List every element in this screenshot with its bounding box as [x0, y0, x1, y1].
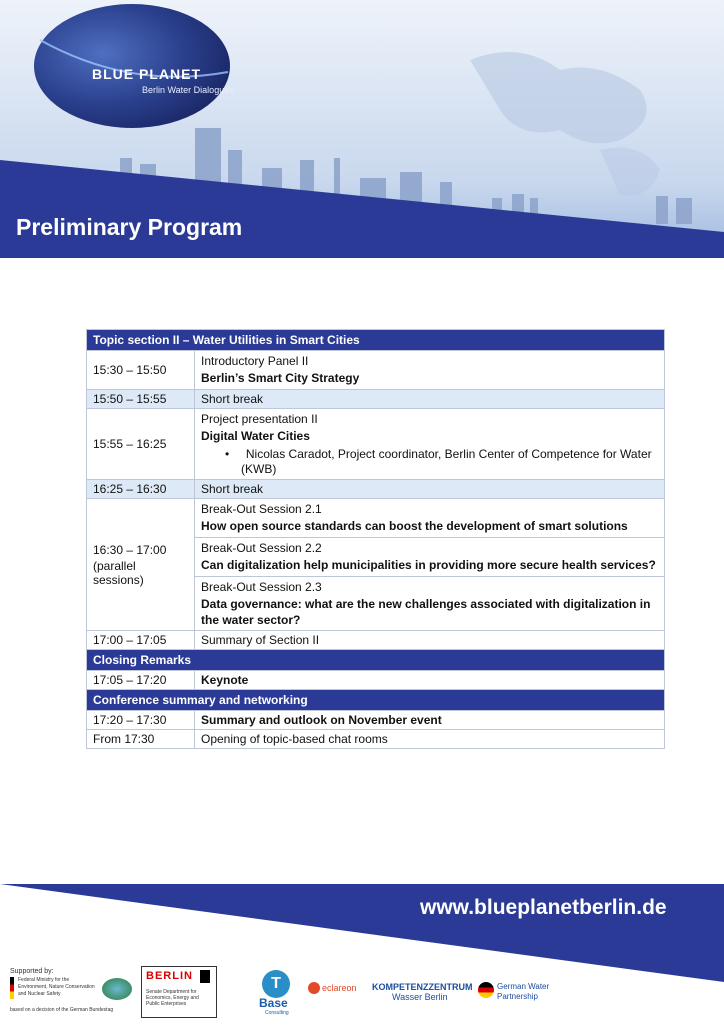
bundestag-note: based on a decision of the German Bundestag: [10, 1007, 114, 1013]
content-cell: Opening of topic-based chat rooms: [195, 730, 665, 749]
time-cell: 15:50 – 15:55: [87, 390, 195, 409]
gwp-logo: German Water Partnership: [497, 982, 550, 1001]
table-row: [87, 671, 665, 690]
table-row: [87, 480, 665, 499]
time-cell: From 17:30: [87, 730, 195, 749]
base-logo-text: Base: [259, 996, 288, 1010]
kompetenz-logo: KOMPETENZZENTRUM: [372, 982, 473, 992]
time-cell: 17:20 – 17:30: [87, 711, 195, 730]
content-cell: Summary of Section II: [195, 631, 665, 650]
content-cell: [195, 499, 665, 631]
bear-icon: [200, 970, 210, 983]
environment-logo-icon: [102, 978, 132, 1000]
berlin-logo: [141, 966, 217, 1018]
content-cell: Summary and outlook on November event: [195, 711, 665, 730]
session-label: Break-Out Session 2.1: [201, 502, 322, 516]
ministry-text: Federal Ministry for the Environment, Nature Conservation and Nuclear Safety: [18, 977, 95, 997]
speaker-text: Nicolas Caradot, Project coordinator, Berlin Center of Competence for Water (KWB): [241, 447, 652, 476]
brand-subtitle: Berlin Water Dialogues: [142, 85, 234, 95]
time-cell: 15:30 – 15:50: [87, 351, 195, 390]
session-label: Break-Out Session 2.2: [201, 541, 322, 555]
time-cell: [87, 499, 195, 631]
eclareon-logo: eclareon: [322, 983, 357, 993]
session-title: Can digitalization help municipalities in providing more secure health services?: [201, 558, 656, 572]
time-cell: 17:05 – 17:20: [87, 671, 195, 690]
content-cell: [195, 409, 665, 480]
page-title: Preliminary Program: [16, 214, 243, 240]
section-title: Topic section II – Water Utilities in Smart Cities: [87, 330, 665, 351]
content-cell: Keynote: [195, 671, 665, 690]
content-cell: Short break: [195, 480, 665, 499]
content-cell: Short break: [195, 390, 665, 409]
gwp-flag-icon: [478, 982, 494, 998]
table-row: [87, 409, 665, 480]
eclareon-icon: [308, 982, 320, 994]
table-row: [87, 730, 665, 749]
table-row: [87, 631, 665, 650]
time-note: (parallel sessions): [93, 559, 144, 587]
wasser-berlin-logo: Wasser Berlin: [392, 992, 448, 1002]
session-label: Break-Out Session 2.3: [201, 580, 322, 594]
section-title: Closing Remarks: [87, 650, 665, 671]
table-row: [87, 711, 665, 730]
section-row-closing: [87, 650, 665, 671]
time-text: 16:30 – 17:00: [93, 543, 167, 557]
item-title: Berlin’s Smart City Strategy: [201, 371, 360, 385]
time-cell: 15:55 – 16:25: [87, 409, 195, 480]
german-flag-icon: [10, 977, 14, 999]
brand-name: BLUE PLANET: [92, 66, 201, 82]
berlin-logo-text: BERLIN: [146, 970, 193, 982]
speaker-bullet: • Nicolas Caradot, Project coordinator, Berlin Center of Competence for Water (KWB): [225, 447, 652, 476]
section-title: Conference summary and networking: [87, 690, 665, 711]
table-row: [87, 351, 665, 390]
breakout-session: [195, 576, 664, 630]
header-banner: [0, 0, 724, 258]
item-title: Digital Water Cities: [201, 429, 310, 443]
section-row-summary: [87, 690, 665, 711]
supported-by-label: Supported by:: [10, 968, 54, 975]
website-link[interactable]: www.blueplanetberlin.de: [420, 896, 667, 919]
item-label: Introductory Panel II: [201, 354, 309, 368]
item-label: Project presentation II: [201, 412, 318, 426]
program-table: [86, 329, 665, 749]
base-logo-sub: Consulting: [265, 1010, 289, 1016]
berlin-sub-text: Senate Department for Economics, Energy and Public Enterprises: [146, 989, 199, 1007]
section-row-topic2: [87, 330, 665, 351]
table-row: [87, 499, 665, 631]
session-title: Data governance: what are the new challenges associated with digitalization in the water sector?: [201, 597, 651, 627]
time-cell: 16:25 – 16:30: [87, 480, 195, 499]
base-logo-icon: T: [262, 970, 290, 998]
time-cell: 17:00 – 17:05: [87, 631, 195, 650]
content-cell: [195, 351, 665, 390]
breakout-session: [201, 499, 658, 537]
session-title: How open source standards can boost the development of smart solutions: [201, 519, 628, 533]
breakout-session: [195, 537, 664, 576]
table-row: [87, 390, 665, 409]
